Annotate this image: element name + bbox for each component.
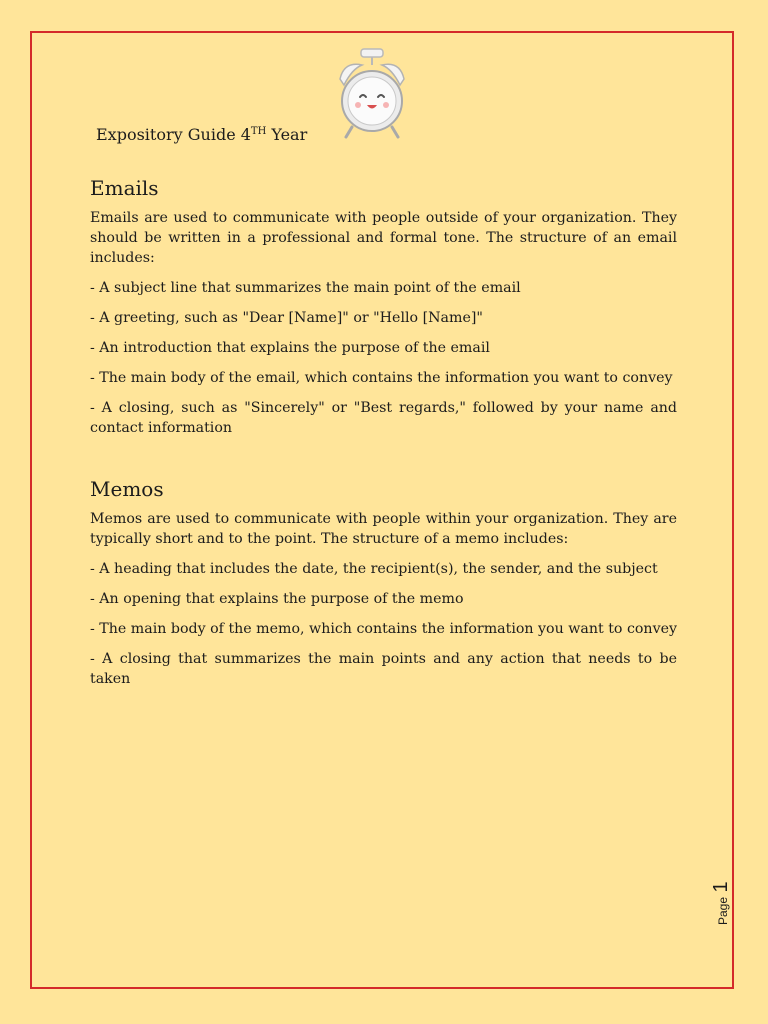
section-spacer [90, 448, 677, 477]
memos-heading: Memos [90, 477, 164, 501]
page-number-value: 1 [710, 881, 732, 893]
title-text: Expository Guide 4 [96, 125, 251, 144]
alarm-clock-icon [334, 45, 410, 141]
page-label: Page [716, 896, 730, 925]
memos-intro: Memos are used to communicate with people within your organization. They are typically short and to the point. The structure of a memo includes: [90, 511, 677, 547]
document-body [90, 176, 677, 699]
memos-item: - An opening that explains the purpose of the memo [90, 591, 464, 607]
emails-item: - The main body of the email, which contains the information you want to convey [90, 370, 673, 386]
memos-section [90, 477, 677, 689]
emails-item: - A closing, such as "Sincerely" or "Best regards," followed by your name and contact information [90, 400, 677, 436]
memos-item: - A heading that includes the date, the recipient(s), the sender, and the subject [90, 561, 658, 577]
emails-item: - A greeting, such as "Dear [Name]" or "Hello [Name]" [90, 310, 483, 326]
emails-intro: Emails are used to communicate with people outside of your organization. They should be written in a professional and formal tone. The structure of an email includes: [90, 210, 677, 266]
memos-item: - A closing that summarizes the main points and any action that needs to be taken [90, 651, 677, 687]
document-title [96, 125, 307, 145]
memos-item: - The main body of the memo, which contains the information you want to convey [90, 621, 678, 637]
title-suffix: Year [266, 125, 308, 144]
emails-item: - An introduction that explains the purpose of the email [90, 340, 490, 356]
page-number [711, 881, 733, 925]
emails-item: - A subject line that summarizes the main point of the email [90, 280, 521, 296]
emails-heading: Emails [90, 176, 159, 200]
title-superscript: TH [250, 126, 267, 137]
emails-section [90, 176, 677, 438]
